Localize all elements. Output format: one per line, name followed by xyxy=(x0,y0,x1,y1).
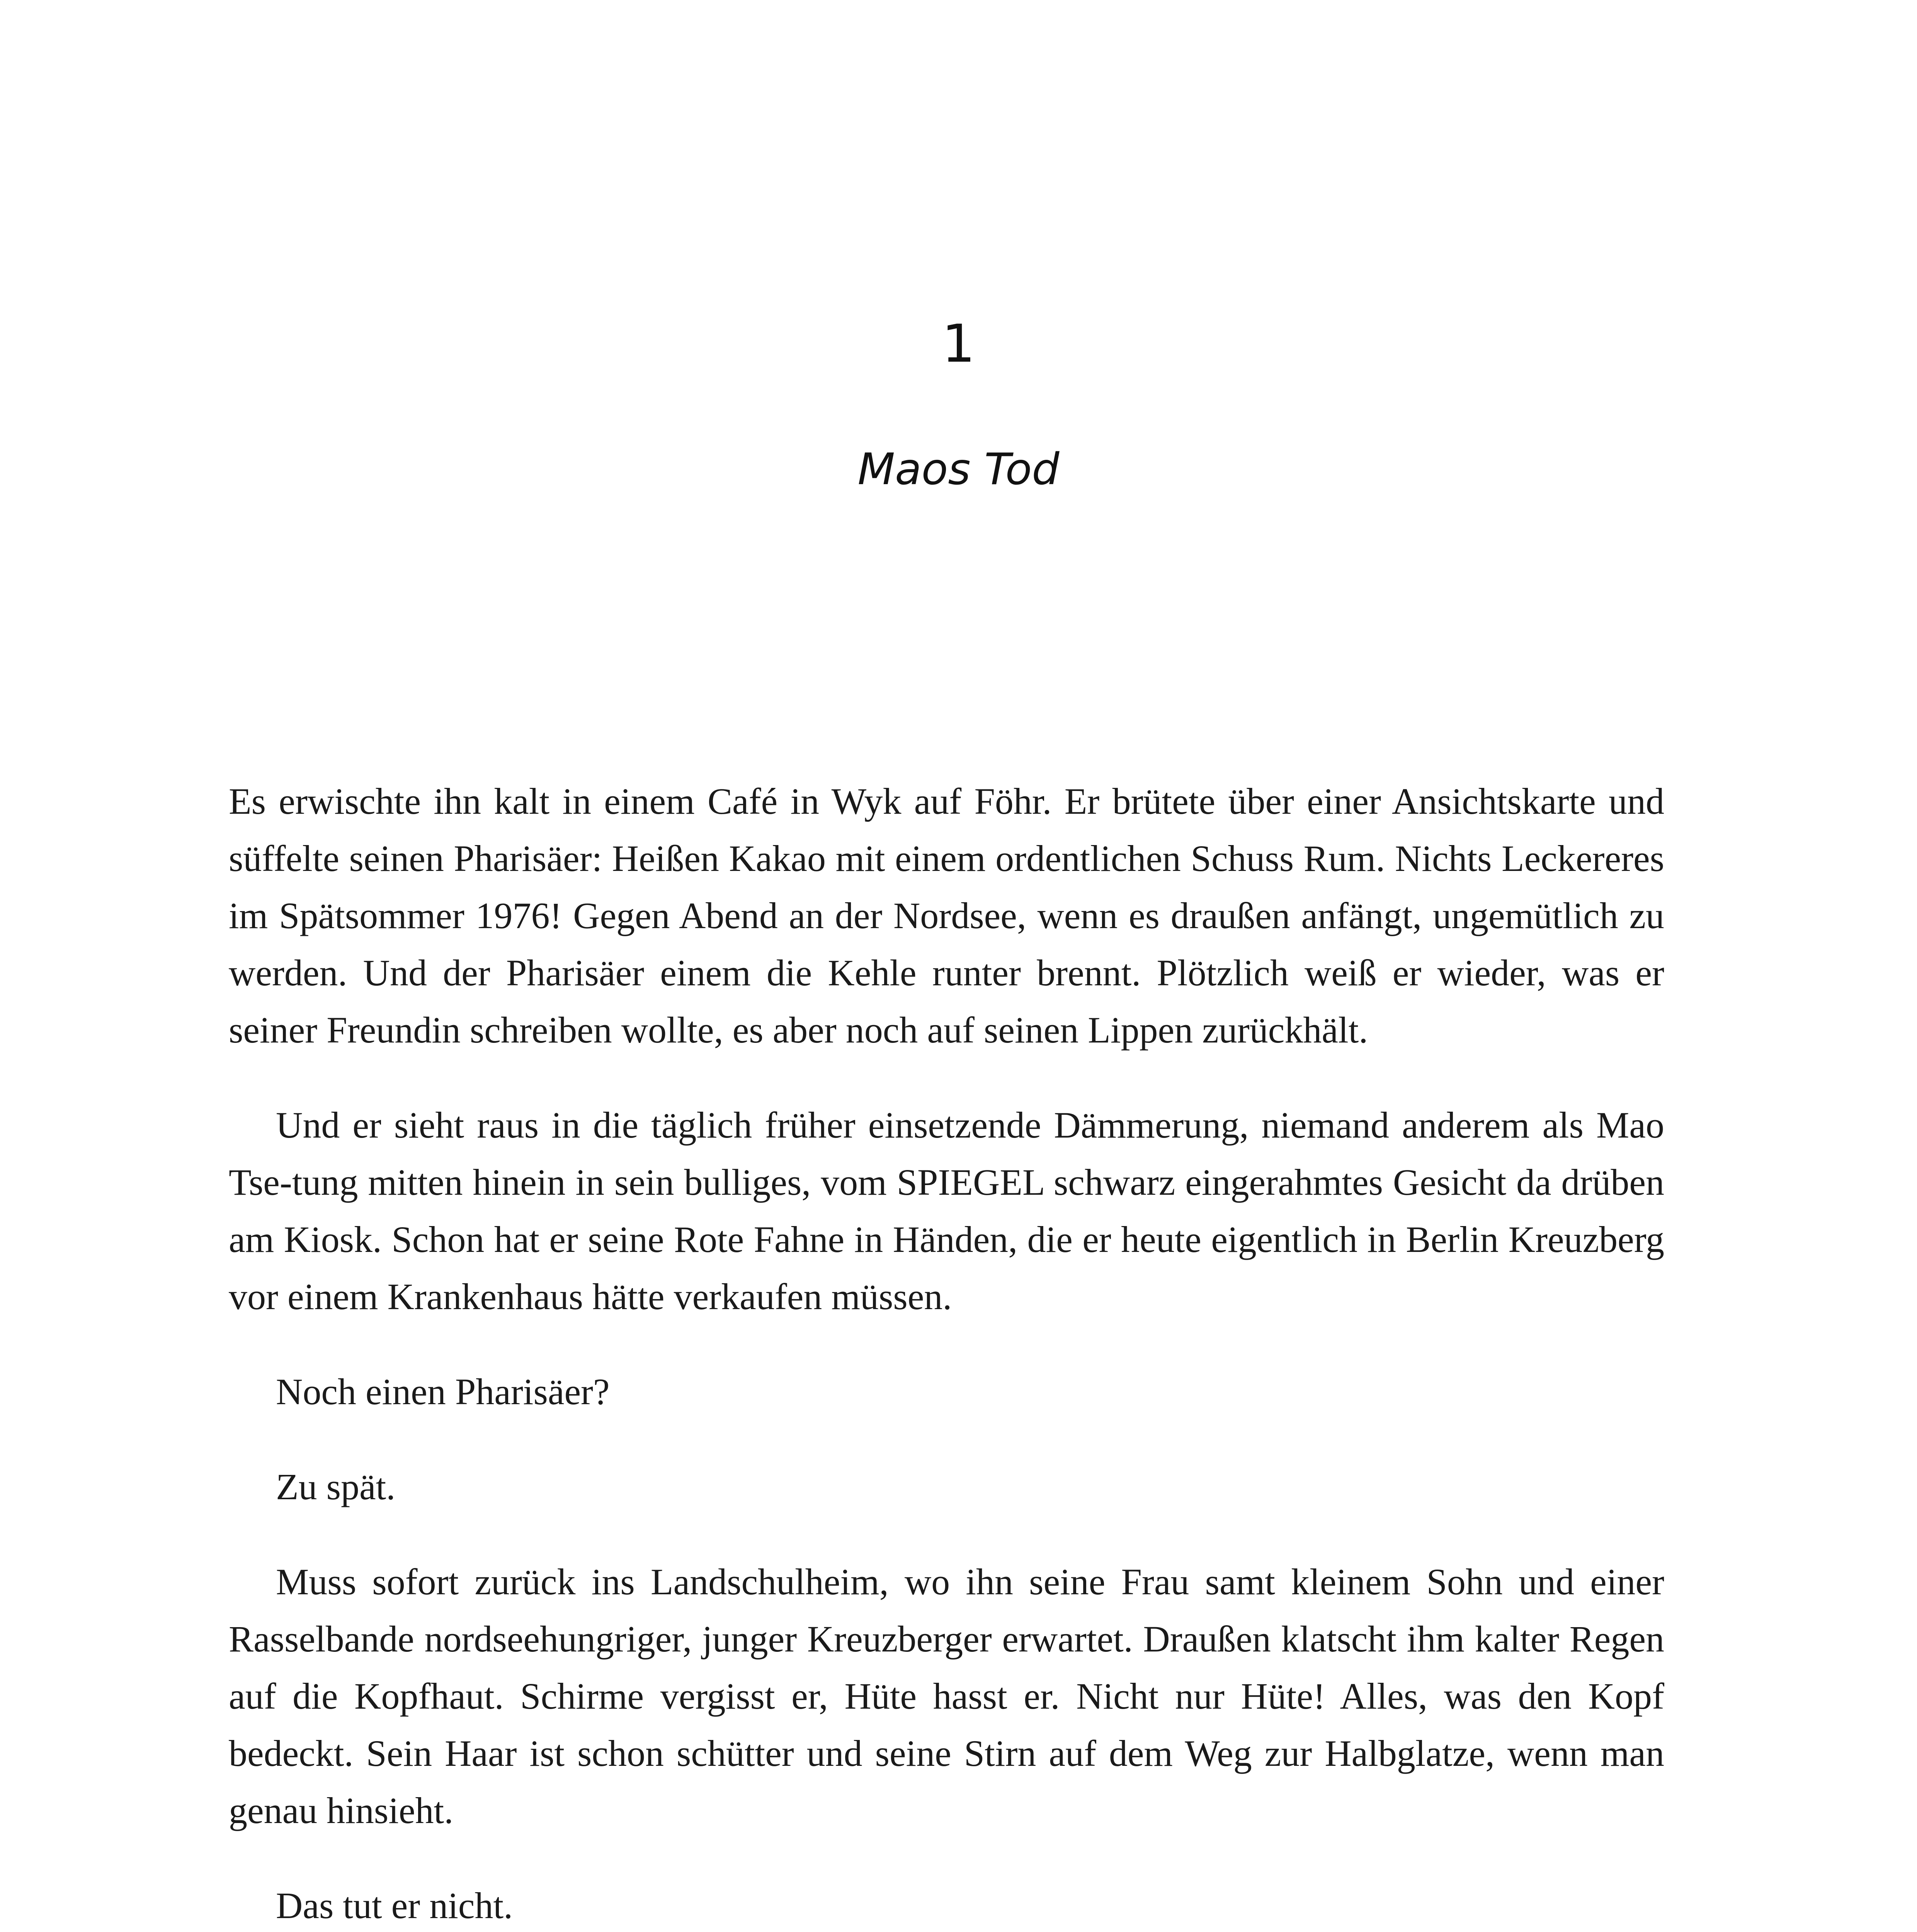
paragraph-6: Das tut er nicht. xyxy=(276,1885,513,1926)
paragraph-1: Es erwischte ihn kalt in einem Café in Wyk auf Föhr. Er brütete über einer Ansichtskarte und süffelte seinen Pharisäer: Heißen Kakao mit einem ordentlichen Schuss Rum. Nichts Leckereres im Spätsommer 1976! Gegen Abend an der Nordsee, wenn es draußen anfängt, ungemütlich zu werden. Und der Pharisäer einem die Kehle runter brennt. Plötzlich weiß er wieder, was er seiner Freundin schreiben wollte, es aber noch auf seinen Lippen zurückhält. xyxy=(229,781,1664,1051)
chapter-title: Maos Tod xyxy=(857,444,1060,495)
paragraph-4: Zu spät. xyxy=(276,1466,396,1507)
paragraph-3: Noch einen Pharisäer? xyxy=(276,1371,610,1412)
chapter-body xyxy=(229,773,1664,1932)
chapter-number: 1 xyxy=(942,313,975,374)
paragraph-2: Und er sieht raus in die täglich früher einsetzende Dämmerung, niemand anderem als Mao Tse-tung mitten hinein in sein bulliges, vom SPIEGEL schwarz eingerahmtes Gesicht da drüben am Kiosk. Schon hat er seine Rote Fahne in Händen, die er heute eigentlich in Berlin Kreuzberg vor einem Krankenhaus hätte verkaufen müssen. xyxy=(229,1104,1664,1317)
paragraph-5: Muss sofort zurück ins Landschulheim, wo ihn seine Frau samt kleinem Sohn und einer Rasselbande nordseehungriger, junger Kreuzberger erwartet. Draußen klatscht ihm kalter Regen auf die Kopfhaut. Schirme vergisst er, Hüte hasst er. Nicht nur Hüte! Alles, was den Kopf bedeckt. Sein Haar ist schon schütter und seine Stirn auf dem Weg zur Halbglatze, wenn man genau hinsieht. xyxy=(229,1561,1664,1831)
